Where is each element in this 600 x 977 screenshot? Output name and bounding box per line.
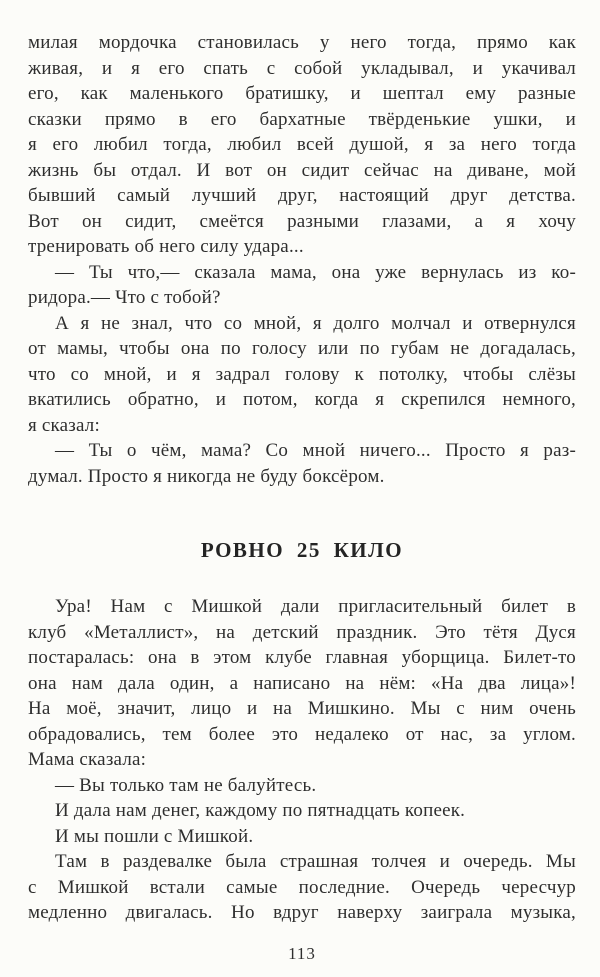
story-beginning-text	[28, 594, 576, 926]
text-line: от мамы, чтобы она по голосу или по губам не догадалась,	[28, 338, 576, 359]
page-number: 113	[288, 943, 316, 963]
text-line: — Ты о чём, мама? Со мной ничего... Просто я раз-	[55, 440, 576, 461]
text-line: обрадовались, тем более это недалеко от нас, за углом.	[28, 723, 576, 745]
text-line: его, как маленького братишку, и шептал ему разные	[28, 83, 576, 104]
text-line: медленно двигалась. Но вдруг наверху заиграла музыка,	[28, 902, 576, 923]
text-line: я его любил тогда, любил всей душой, я за него тогда	[28, 134, 576, 155]
text-line: — Вы только там не балуйтесь.	[55, 774, 317, 796]
text-line: с Мишкой встали самые последние. Очередь чересчур	[28, 876, 576, 898]
text-line: милая мордочка становилась у него тогда, прямо как	[28, 32, 576, 53]
text-line: Ура! Нам с Мишкой дали пригласительный билет в	[55, 596, 576, 617]
text-line: вкатились обратно, и потом, когда я скрепился немного,	[28, 389, 576, 410]
text-line: жизнь бы отдал. И вот он сидит сейчас на диване, мой	[28, 159, 576, 181]
text-line: что со мной, и я задрал голову к потолку, чтобы слёзы	[28, 363, 576, 385]
story-ending-text	[28, 30, 576, 489]
chapter-heading: РОВНО 25 КИЛО	[200, 538, 404, 562]
text-line: Там в раздевалке была страшная толчея и очередь. Мы	[55, 851, 576, 872]
text-line: бывший самый лучший друг, настоящий друг детства.	[28, 185, 576, 206]
text-line: она нам дала один, а написано на нём: «На два лица»!	[28, 672, 576, 694]
text-line: — Ты что,— сказала мама, она уже вернулась из ко-	[55, 261, 576, 283]
text-line: клуб «Металлист», на детский праздник. Это тётя Дуся	[28, 621, 576, 643]
text-line: сказки прямо в его бархатные твёрденькие ушки, и	[28, 108, 576, 130]
text-line: На моё, значит, лицо и на Мишкино. Мы с ним очень	[28, 698, 576, 719]
text-line: ридора.— Что с тобой?	[28, 287, 221, 308]
text-line: И мы пошли с Мишкой.	[55, 825, 254, 847]
text-line: живая, и я его спать с собой укладывал, и укачивал	[28, 57, 576, 79]
text-line: постаралась: она в этом клубе главная уборщица. Билет-то	[28, 647, 576, 668]
text-line: думал. Просто я никогда не буду боксёром.	[28, 465, 385, 487]
text-line: тренировать об него силу удара...	[28, 236, 304, 257]
text-line: И дала нам денег, каждому по пятнадцать копеек.	[55, 800, 466, 821]
text-line: я сказал:	[28, 414, 100, 436]
text-line: А я не знал, что со мной, я долго молчал и отвернулся	[55, 312, 576, 334]
text-line: Мама сказала:	[28, 749, 147, 770]
text-line: Вот он сидит, смеётся разными глазами, а я хочу	[28, 210, 576, 232]
